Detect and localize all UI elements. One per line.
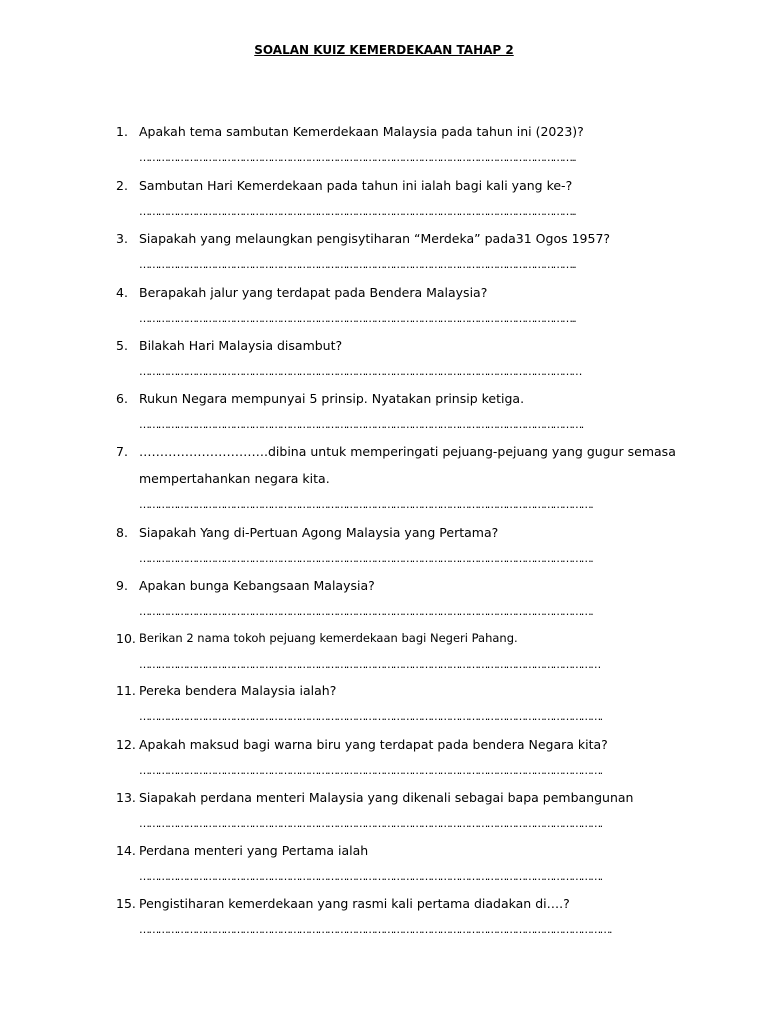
question-text: Apakan bunga Kebangsaan Malaysia? <box>139 578 375 593</box>
answer-line[interactable]: ………………………………………………………………………………………………………………………….. <box>139 151 576 164</box>
question-number: 14. <box>116 843 136 858</box>
question-text: Pengistiharan kemerdekaan yang rasmi kali pertama diadakan di….? <box>139 896 570 911</box>
question-number: 8. <box>116 525 128 540</box>
page-title: SOALAN KUIZ KEMERDEKAAN TAHAP 2 <box>254 43 514 57</box>
question-number: 9. <box>116 578 128 593</box>
question-number: 4. <box>116 285 128 300</box>
answer-line[interactable]: ………………………………………………………………………………………………………………………….. <box>139 258 576 271</box>
question-text: Siapakah Yang di-Pertuan Agong Malaysia yang Pertama? <box>139 525 499 540</box>
question-text: Perdana menteri yang Pertama ialah <box>139 843 369 858</box>
question-text: Bilakah Hari Malaysia disambut? <box>139 338 343 353</box>
question-text-continued: mempertahankan negara kita. <box>139 471 330 486</box>
question-text: Apakah tema sambutan Kemerdekaan Malaysia pada tahun ini (2023)? <box>139 124 584 139</box>
answer-line[interactable]: …………………………………………………………………………………………………………………………………. <box>139 870 602 883</box>
question-number: 11. <box>116 683 136 698</box>
answer-line[interactable]: ……………………………………………………………………………………………………………………………. <box>139 418 583 431</box>
question-number: 6. <box>116 391 128 406</box>
question-text: Sambutan Hari Kemerdekaan pada tahun ini ialah bagi kali yang ke-? <box>139 178 573 193</box>
question-number: 13. <box>116 790 136 805</box>
question-number: 7. <box>116 444 128 459</box>
question-number: 2. <box>116 178 128 193</box>
question-text: Berikan 2 nama tokoh pejuang kemerdekaan bagi Negeri Pahang. <box>139 631 518 645</box>
question-text: ………………………….dibina untuk memperingati pejuang-pejuang yang gugur semasa <box>139 444 676 459</box>
answer-line[interactable]: ………………………………………………………………………………………………………………………………. <box>139 552 593 565</box>
question-number: 5. <box>116 338 128 353</box>
question-text: Rukun Negara mempunyai 5 prinsip. Nyatakan prinsip ketiga. <box>139 391 525 406</box>
answer-line[interactable]: …………………………………………………………………………………………………………………………………. <box>139 817 602 830</box>
question-text: Siapakah perdana menteri Malaysia yang dikenali sebagai bapa pembangunan <box>139 790 634 805</box>
question-number: 3. <box>116 231 128 246</box>
answer-line[interactable]: ………………………………………………………………………………………………………………………………. <box>139 605 593 618</box>
answer-line[interactable]: ………………………………………………………………………………………………………………………………… <box>139 658 600 671</box>
question-number: 12. <box>116 737 136 752</box>
question-number: 10. <box>116 631 136 646</box>
question-text: Siapakah yang melaungkan pengisytiharan “Merdeka” pada31 Ogos 1957? <box>139 231 611 246</box>
answer-line[interactable]: …………………………………………………………………………………………………………………………… <box>139 365 581 378</box>
answer-line[interactable]: …………………………………………………………………………………………………………………………………. <box>139 764 602 777</box>
question-text: Pereka bendera Malaysia ialah? <box>139 683 337 698</box>
question-number: 15. <box>116 896 136 911</box>
answer-line[interactable]: …………………………………………………………………………………………………………………………………. <box>139 710 602 723</box>
question-number: 1. <box>116 124 128 139</box>
answer-line[interactable]: ………………………………………………………………………………………………………………………….. <box>139 205 576 218</box>
answer-line[interactable]: ………………………………………………………………………………………………………………………….. <box>139 312 576 325</box>
answer-line[interactable]: ………………………………………………………………………………………………………………………………. <box>139 498 593 511</box>
question-text: Apakah maksud bagi warna biru yang terdapat pada bendera Negara kita? <box>139 737 608 752</box>
answer-line[interactable]: ……………………………………………………………………………………………………………………………………. <box>139 923 611 936</box>
question-text: Berapakah jalur yang terdapat pada Bendera Malaysia? <box>139 285 488 300</box>
